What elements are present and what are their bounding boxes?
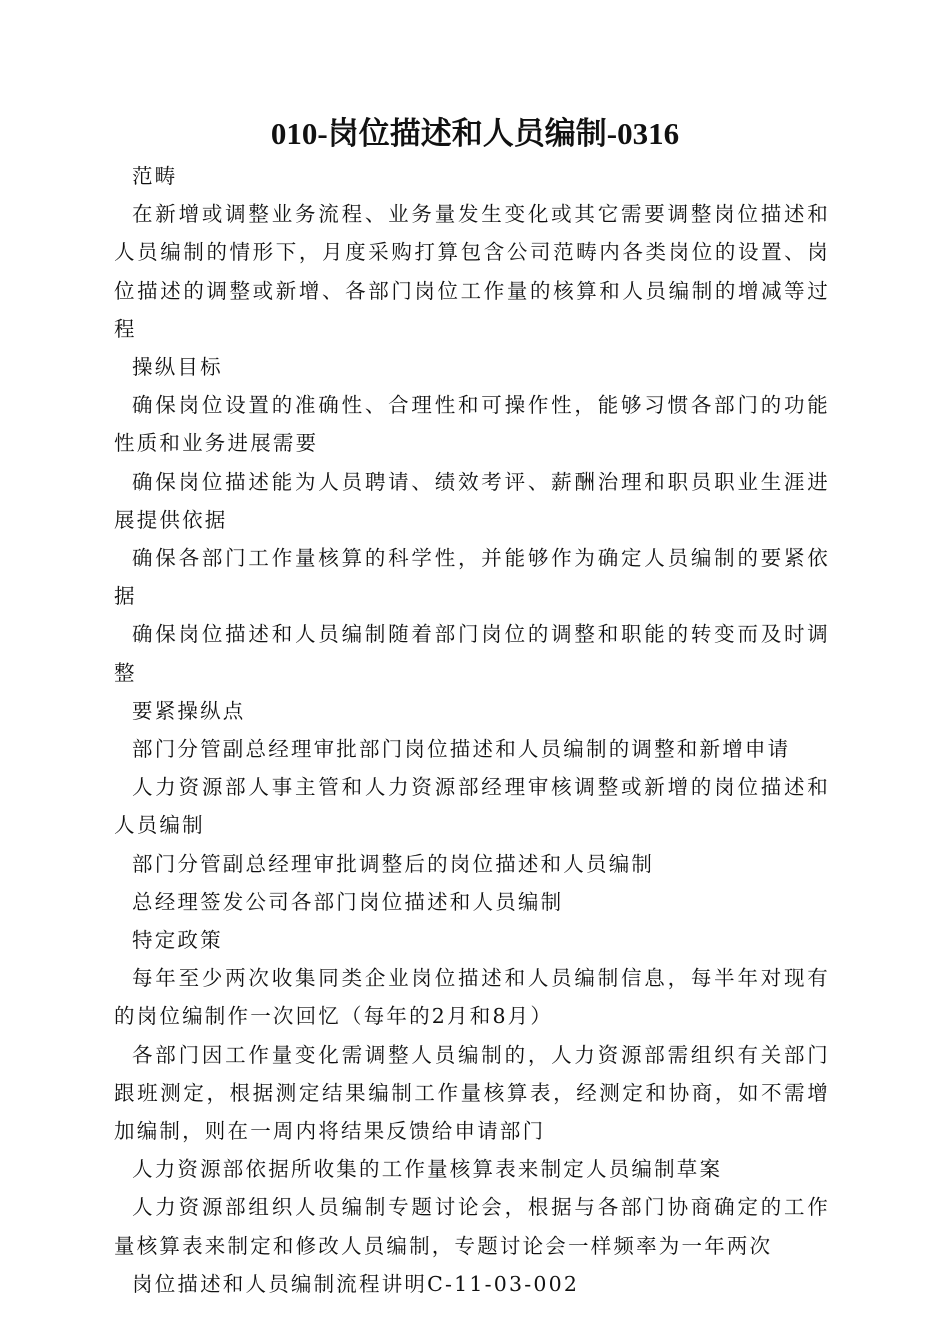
document-body xyxy=(114,157,830,1303)
paragraph: 每年至少两次收集同类企业岗位描述和人员编制信息，每半年对现有的岗位编制作一次回忆（每年的2月和8月） xyxy=(114,966,830,1029)
paragraph: 人力资源部组织人员编制专题讨论会，根据与各部门协商确定的工作量核算表来制定和修改人员编制，专题讨论会一样频率为一年两次 xyxy=(114,1195,830,1258)
document-title: 010-岗位描述和人员编制-0316 xyxy=(270,116,680,151)
section-heading-policies: 特定政策 xyxy=(132,928,223,953)
section-heading-scope: 范畴 xyxy=(132,164,178,188)
paragraph: 确保岗位描述和人员编制随着部门岗位的调整和职能的转变而及时调整 xyxy=(114,622,830,685)
section-heading-control-points: 要紧操纵点 xyxy=(132,698,246,723)
paragraph: 部门分管副总经理审批部门岗位描述和人员编制的调整和新增申请 xyxy=(132,737,791,762)
paragraph: 各部门因工作量变化需调整人员编制的，人力资源部需组织有关部门跟班测定，根据测定结果编制工作量核算表，经测定和协商，如不需增加编制，则在一周内将结果反馈给申请部门 xyxy=(114,1042,830,1144)
paragraph: 在新增或调整业务流程、业务量发生变化或其它需要调整岗位描述和人员编制的情形下，月度采购打算包含公司范畴内各类岗位的设置、岗位描述的调整或新增、各部门岗位工作量的核算和人员编制的增减等过程 xyxy=(114,202,830,341)
paragraph: 人力资源部依据所收集的工作量核算表来制定人员编制草案 xyxy=(132,1157,723,1182)
paragraph: 部门分管副总经理审批调整后的岗位描述和人员编制 xyxy=(132,851,655,876)
paragraph: 确保岗位设置的准确性、合理性和可操作性，能够习惯各部门的功能性质和业务进展需要 xyxy=(114,393,830,456)
paragraph: 岗位描述和人员编制流程讲明C-11-03-002 xyxy=(132,1271,580,1296)
paragraph: 总经理签发公司各部门岗位描述和人员编制 xyxy=(132,889,564,914)
paragraph: 确保各部门工作量核算的科学性，并能够作为确定人员编制的要紧依据 xyxy=(114,546,830,609)
paragraph: 确保岗位描述能为人员聘请、绩效考评、薪酬治理和职员职业生涯进展提供依据 xyxy=(114,469,830,532)
paragraph: 人力资源部人事主管和人力资源部经理审核调整或新增的岗位描述和人员编制 xyxy=(114,775,830,838)
section-heading-objectives: 操纵目标 xyxy=(132,355,223,380)
